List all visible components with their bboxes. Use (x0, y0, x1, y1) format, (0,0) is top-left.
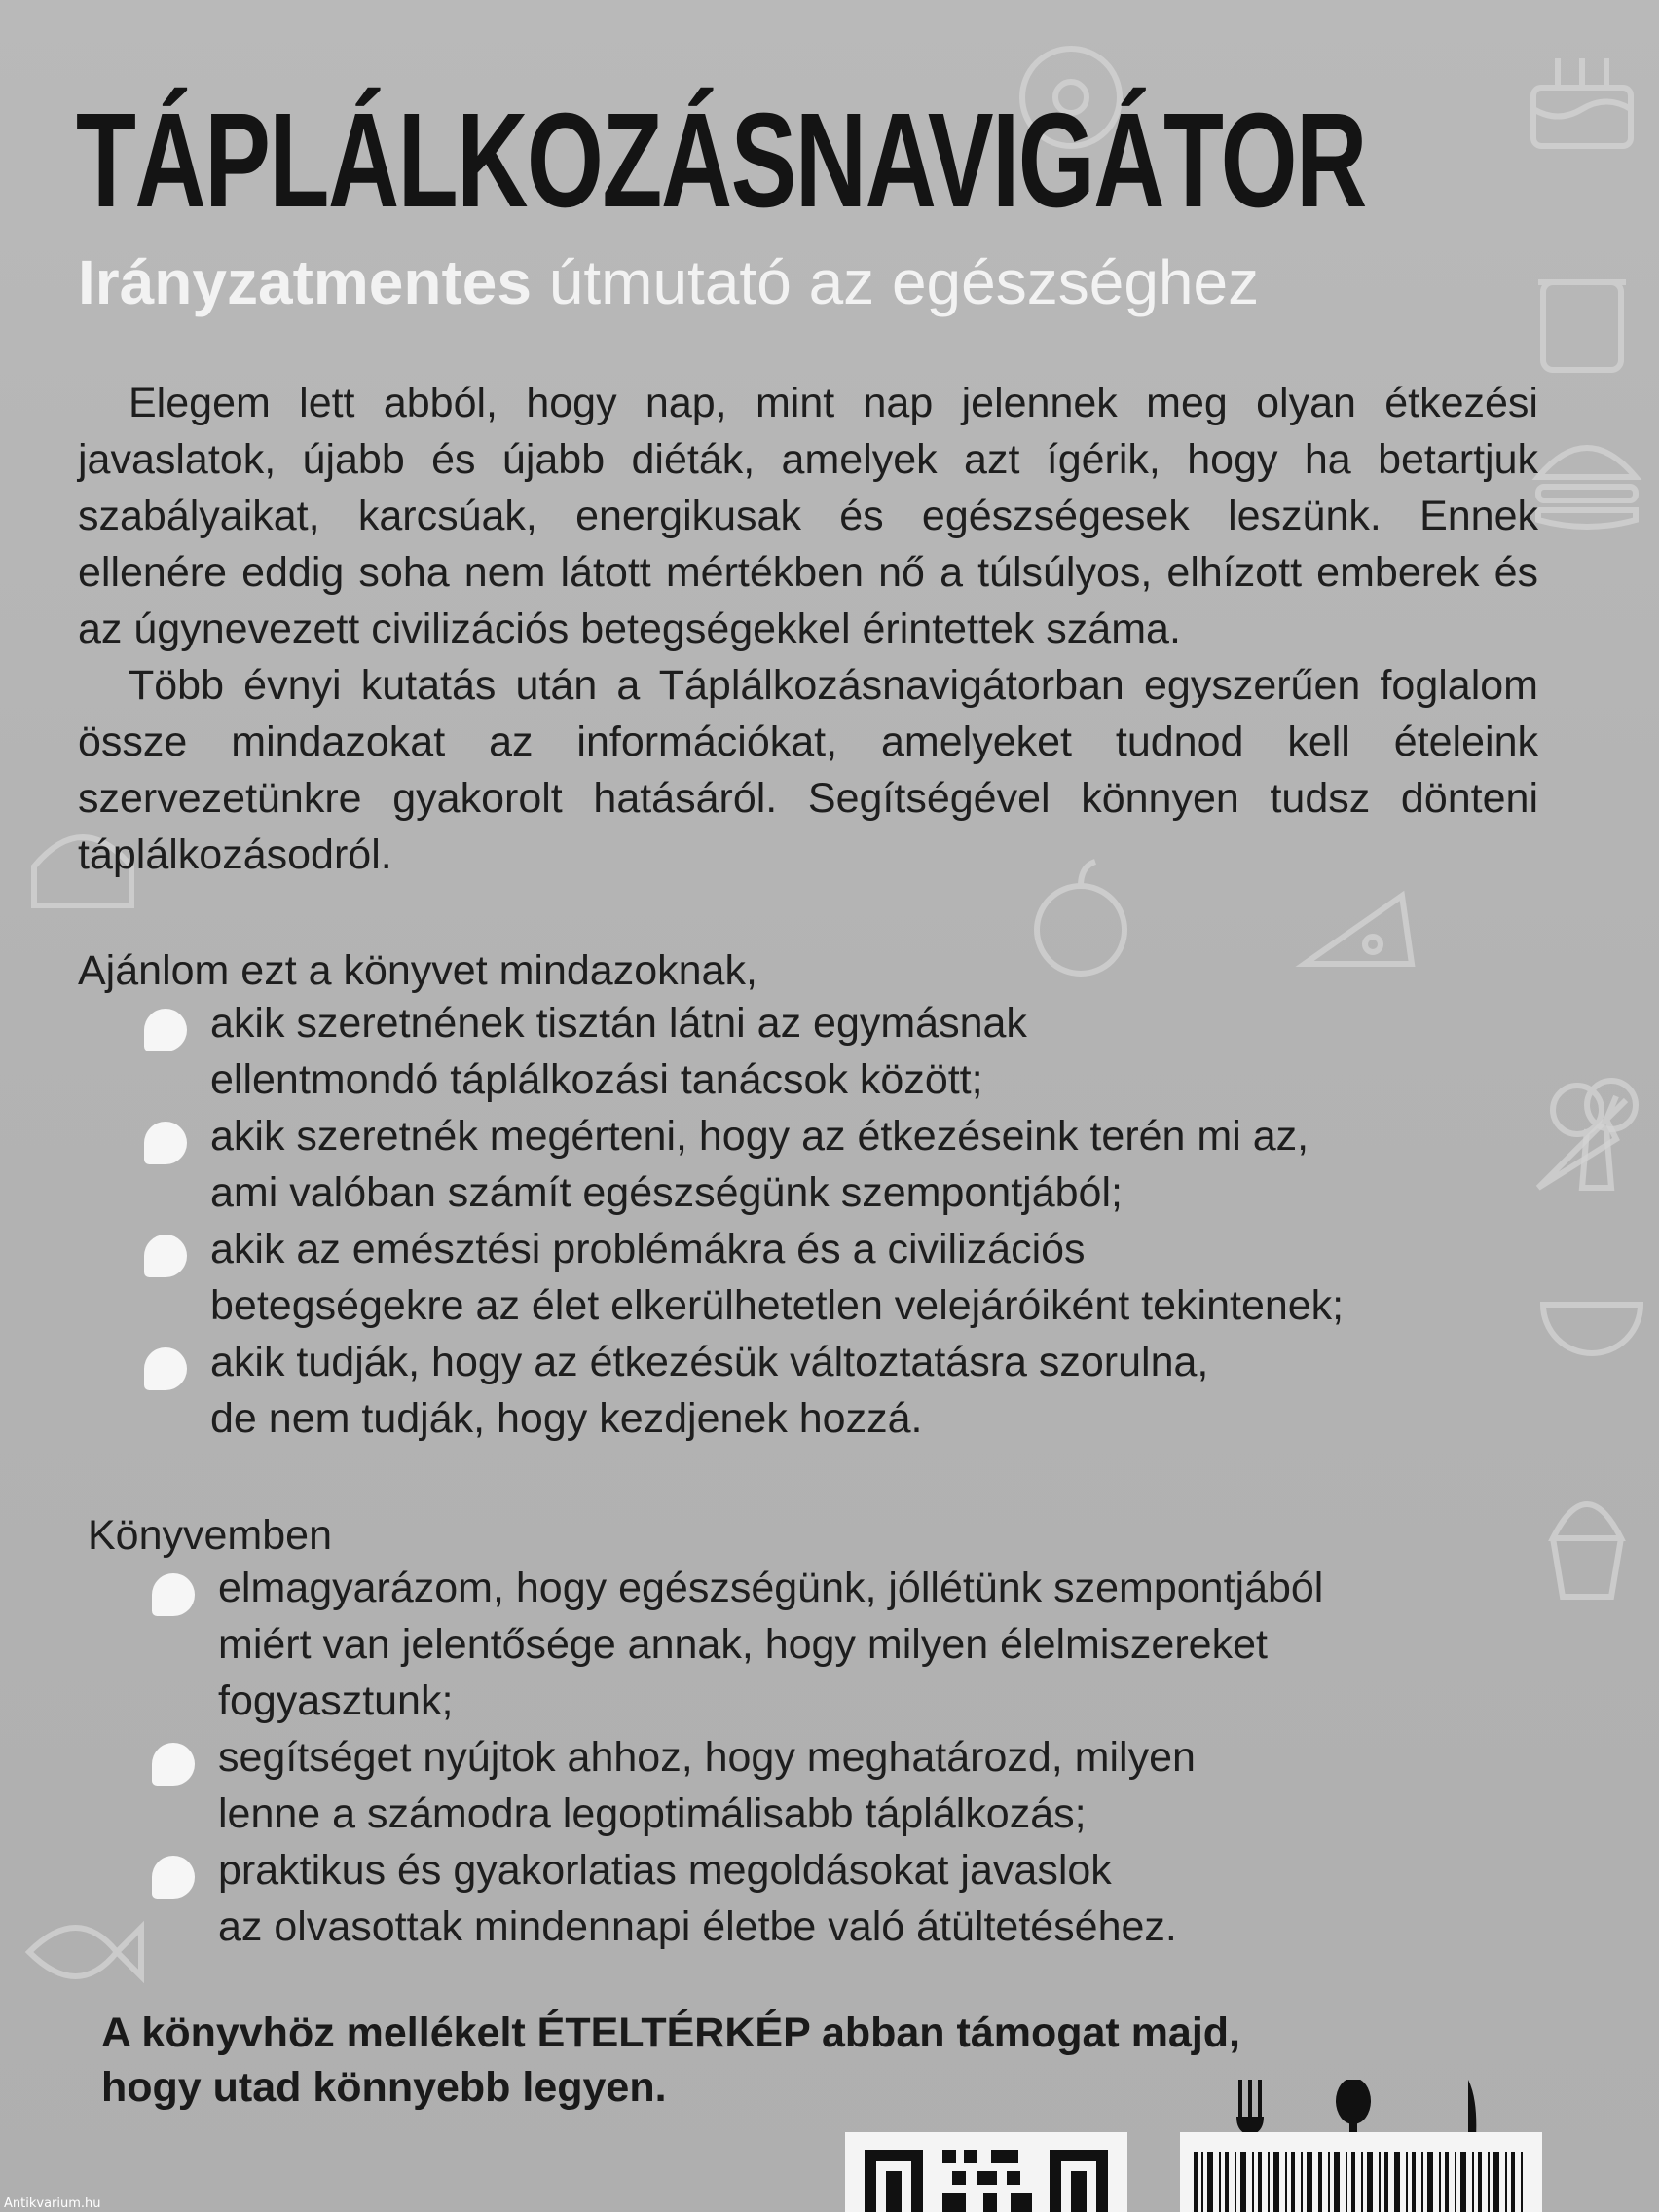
list-item: akik szeretnék megérteni, hogy az étkezéseink terén mi az, ami valóban számít egészségünk szempontjából; (144, 1108, 1344, 1221)
watermark: Antikvarium.hu (4, 2196, 101, 2211)
speech-bubble-icon (144, 1347, 187, 1390)
cake-doodle-icon (1519, 39, 1645, 156)
subtitle-bold: Irányzatmentes (78, 247, 532, 317)
list-item: praktikus és gyakorlatias megoldásokat javaslok az olvasottak mindennapi életbe való átültetéséhez. (152, 1842, 1323, 1955)
cupcake-doodle-icon (1533, 1480, 1641, 1606)
description-paragraph-2: Több évnyi kutatás után a Táplálkozásnavigátorban egyszerűen foglalom össze mindazokat az információkat, amelyeket tudnod kell ételeink szervezetünkre gyakorolt hatásáról. Segítségével könnyen tudsz dönteni táplálkozásodról. (78, 662, 1538, 878)
watermelon-doodle-icon (1538, 1295, 1645, 1382)
list-item: elmagyarázom, hogy egészségünk, jóllétünk szempontjából miért van jelentősége annak, hogy milyen élelmiszereket fogyasztunk; (152, 1560, 1323, 1729)
list-item: akik az emésztési problémákra és a civilizációs betegségekre az élet elkerülhetetlen velejáróiként tekintenek; (144, 1221, 1344, 1334)
fish-doodle-icon (10, 1908, 146, 1996)
list-item: akik szeretnének tisztán látni az egymásnak ellentmondó táplálkozási tanácsok között; (144, 995, 1344, 1108)
subtitle-rest: útmutató az egészséghez (531, 247, 1260, 317)
closing-note: A könyvhöz mellékelt ÉTELTÉRKÉP abban támogat majd, hogy utad könnyebb legyen. (101, 2009, 1241, 2111)
speech-bubble-icon (152, 1573, 195, 1616)
recommend-list (144, 995, 1344, 1447)
qr-code (845, 2132, 1127, 2212)
barcode (1180, 2132, 1542, 2212)
speech-bubble-icon (152, 1743, 195, 1786)
inbook-intro: Könyvemben (88, 1512, 332, 1559)
jar-doodle-icon (1529, 263, 1636, 380)
description-paragraph-1: Elegem lett abból, hogy nap, mint nap jelennek meg olyan étkezési javaslatok, újabb és újabb diéták, amelyek azt ígérik, hogy ha betartjuk szabályaikat, karcsúak, energikusak és egészségesek leszünk. Ennek ellenére eddig soha nem látott mértékben nő a túlsúlyos, elhízott emberek és az úgynevezett civilizációs betegségekkel érintettek száma. (78, 380, 1538, 652)
list-item: akik tudják, hogy az étkezésük változtatásra szorulna, de nem tudják, hogy kezdjenek hozzá. (144, 1334, 1344, 1447)
broccoli-doodle-icon (1548, 1071, 1645, 1198)
cheese-doodle-icon (1295, 876, 1421, 983)
list-item: segítséget nyújtok ahhoz, hogy meghatározd, milyen lenne a számodra legoptimálisabb táplálkozás; (152, 1729, 1323, 1842)
book-subtitle (78, 247, 1260, 317)
speech-bubble-icon (144, 1009, 187, 1051)
description (78, 375, 1538, 883)
recommend-intro: Ajánlom ezt a könyvet mindazoknak, (78, 947, 757, 994)
book-title: TÁPLÁLKOZÁSNAVIGÁTOR (76, 86, 1366, 236)
inbook-list (152, 1560, 1323, 1955)
burger-doodle-icon (1529, 428, 1645, 535)
speech-bubble-icon (152, 1856, 195, 1899)
speech-bubble-icon (144, 1122, 187, 1164)
speech-bubble-icon (144, 1235, 187, 1277)
